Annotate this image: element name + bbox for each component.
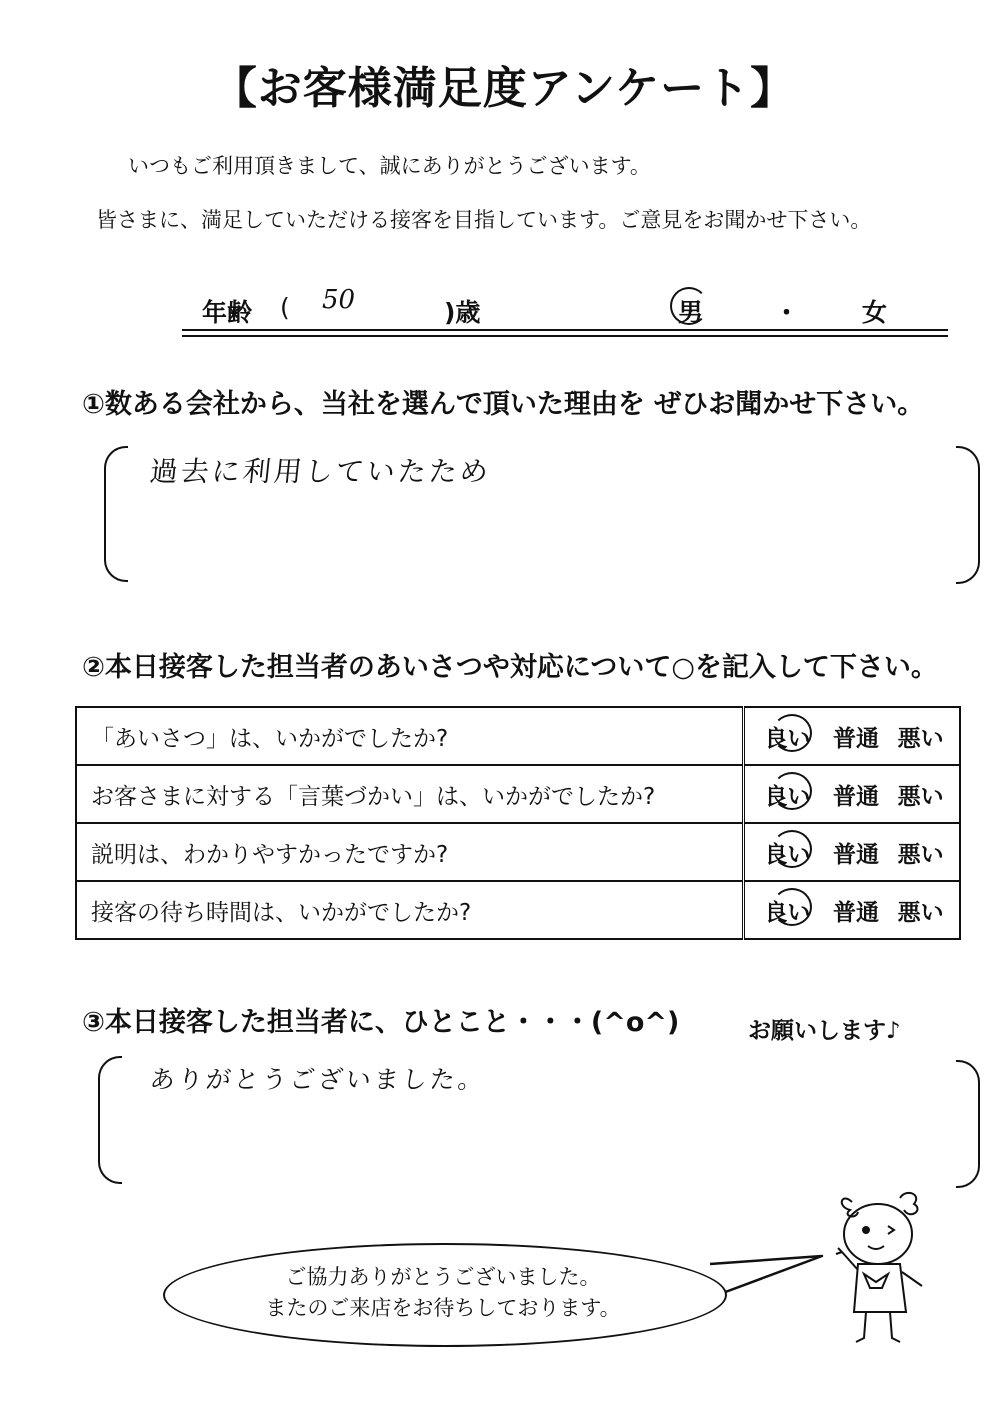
rating-question: 「あいさつ」は、いかがでしたか?: [76, 707, 744, 765]
age-value[interactable]: 50: [322, 285, 356, 315]
gender-separator: ・: [774, 298, 800, 327]
age-open-paren: (: [280, 293, 290, 322]
rating-options: [744, 823, 961, 881]
rating-question: 説明は、わかりやすかったですか?: [76, 823, 744, 881]
question-3: ③本日接客した担当者に、ひとこと・・・(^o^): [82, 1007, 680, 1038]
rating-options: [744, 707, 961, 765]
intro-line-1: いつもご利用頂きまして、誠にありがとうございます。: [128, 154, 651, 178]
option-bad[interactable]: 悪い: [897, 841, 944, 868]
answer-box-right-bracket: [956, 1060, 980, 1188]
option-good-selected[interactable]: 良い: [760, 778, 814, 811]
question-2: ②本日接客した担当者のあいさつや対応について○を記入して下さい。: [82, 652, 938, 683]
option-good-selected[interactable]: 良い: [760, 720, 814, 753]
closing-line-2: またのご来店をお待ちしております。: [265, 1296, 621, 1320]
option-normal[interactable]: 普通: [832, 841, 879, 868]
option-normal[interactable]: 普通: [832, 899, 879, 926]
table-row: [76, 881, 960, 939]
mascot-character-icon: [830, 1190, 940, 1350]
intro-line-2: 皆さまに、満足していただける接客を目指しています。ご意見をお聞かせ下さい。: [96, 208, 872, 232]
option-good-selected[interactable]: 良い: [760, 836, 814, 869]
page-title: 【お客様満足度アンケート】: [212, 63, 796, 114]
question-1: ①数ある会社から、当社を選んで頂いた理由を ぜひお聞かせ下さい。: [82, 389, 925, 420]
rating-options: [744, 881, 961, 939]
q1-answer[interactable]: 過去に利用していたため: [148, 455, 493, 488]
closing-message: [163, 1262, 723, 1324]
answer-box-left-bracket: [104, 446, 128, 582]
profile-row: [182, 285, 948, 333]
answer-box-left-bracket: [98, 1056, 122, 1184]
table-row: [76, 707, 960, 765]
rating-table: [75, 706, 961, 940]
age-label: 年齢: [202, 298, 253, 327]
option-normal[interactable]: 普通: [832, 725, 879, 752]
answer-box-right-bracket: [956, 446, 980, 584]
divider-line: [182, 335, 948, 337]
closing-line-1: ご協力ありがとうございました。: [285, 1265, 601, 1289]
q3-answer[interactable]: ありがとうございました。: [148, 1065, 488, 1094]
gender-female[interactable]: 女: [862, 298, 888, 327]
rating-question: お客さまに対する「言葉づかい」は、いかがでしたか?: [76, 765, 744, 823]
please-note: お願いします♪: [748, 1018, 901, 1044]
table-row: [76, 823, 960, 881]
option-bad[interactable]: 悪い: [897, 783, 944, 810]
option-good-selected[interactable]: 良い: [760, 894, 814, 927]
age-unit: )歳: [444, 298, 481, 327]
rating-question: 接客の待ち時間は、いかがでしたか?: [76, 881, 744, 939]
option-bad[interactable]: 悪い: [897, 725, 944, 752]
gender-male[interactable]: 男: [678, 298, 704, 327]
rating-options: [744, 765, 961, 823]
table-row: [76, 765, 960, 823]
option-bad[interactable]: 悪い: [897, 899, 944, 926]
divider-line: [182, 329, 948, 331]
option-normal[interactable]: 普通: [832, 783, 879, 810]
